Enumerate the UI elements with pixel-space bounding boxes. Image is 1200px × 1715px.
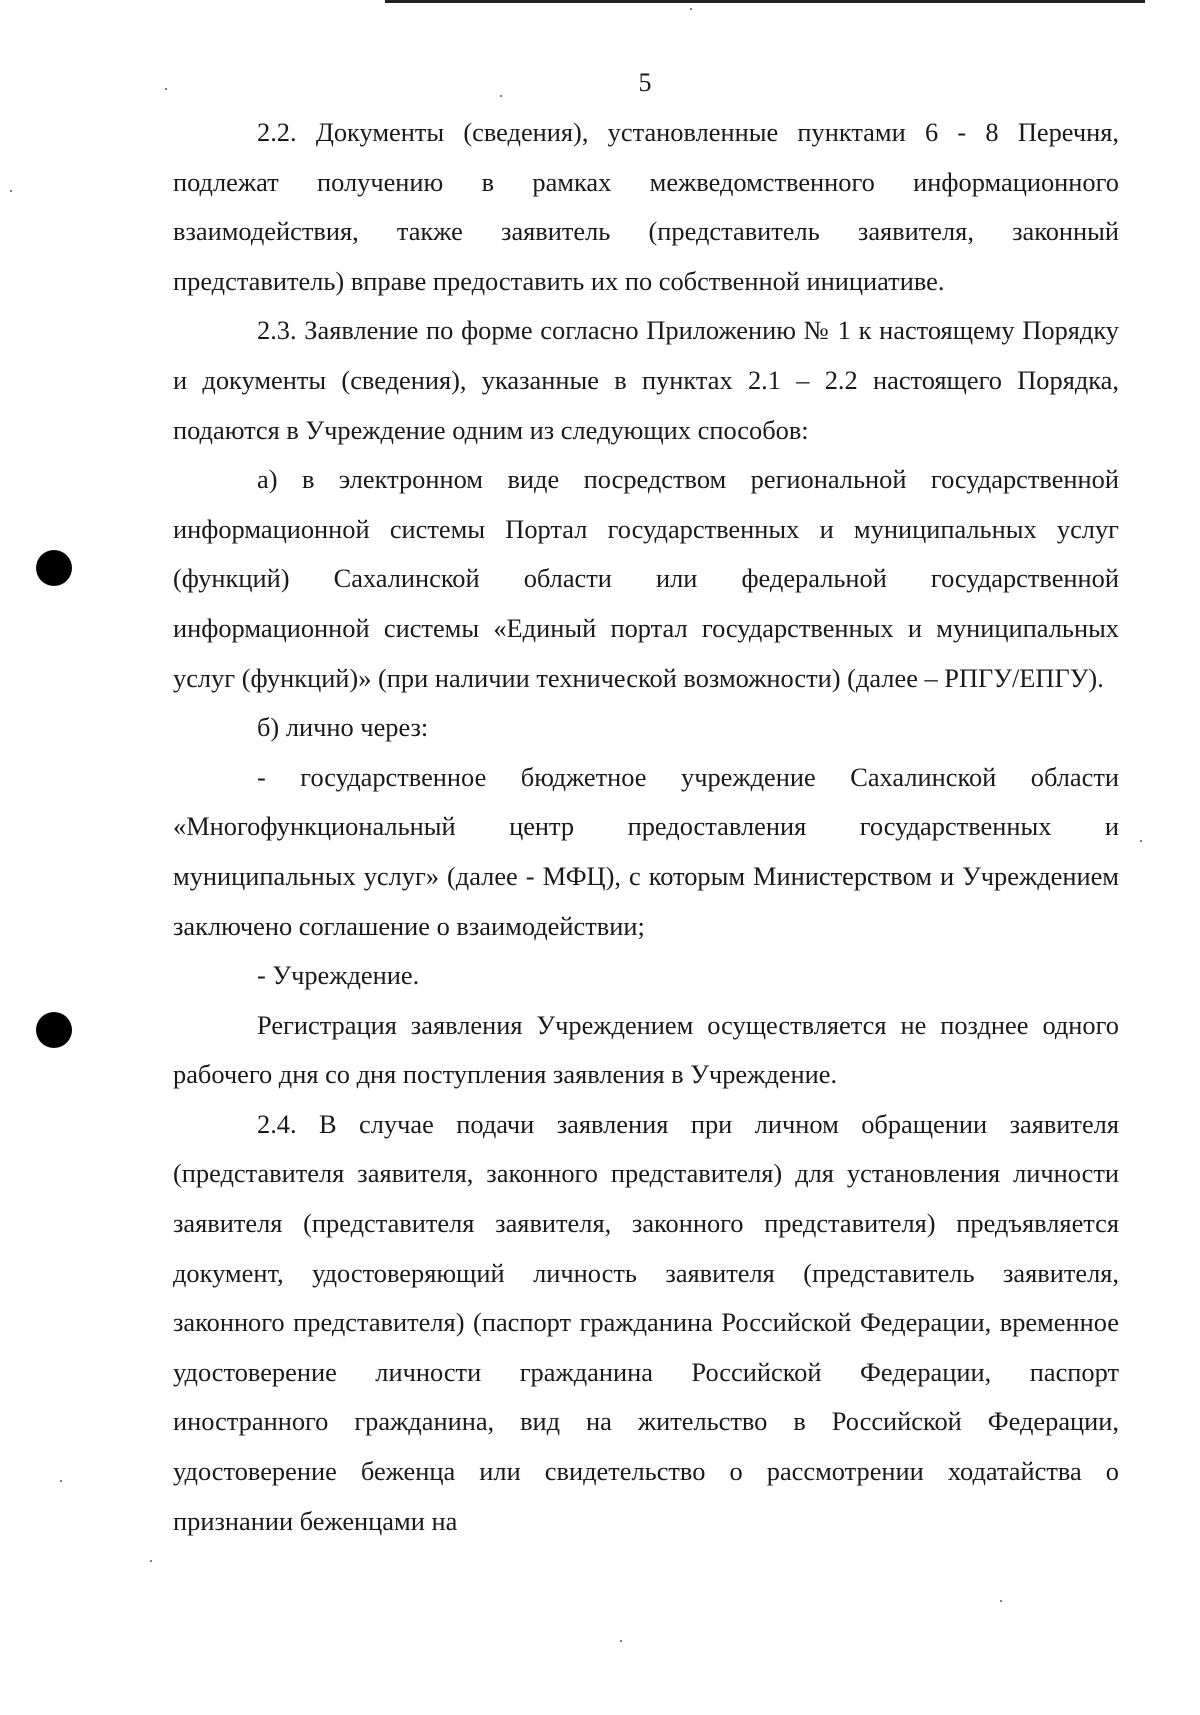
punch-hole-mark (36, 550, 72, 586)
paragraph-2-2: 2.2. Документы (сведения), установленные пунктами 6 - 8 Перечня, подлежат получению в рамках межведомственного информационного взаимодействия, также заявитель (представитель заявителя, законный представитель) вправе предоставить их по собственной инициативе. (173, 117, 1119, 296)
scan-speck (165, 88, 167, 90)
scan-speck (60, 1480, 62, 1482)
paragraph-registration: Регистрация заявления Учреждением осуществляется не позднее одного рабочего дня со дня поступления заявления в Учреждение. (173, 1009, 1119, 1090)
scan-speck (150, 1560, 152, 1562)
scan-speck (1000, 1600, 1002, 1602)
scan-speck (1140, 840, 1142, 842)
scan-speck (500, 95, 502, 97)
paragraph-2-3: 2.3. Заявление по форме согласно Приложению № 1 к настоящему Порядку и документы (сведения), указанные в пунктах 2.1 – 2.2 настоящего Порядка, подаются в Учреждение одним из следующих способов: (173, 315, 1119, 445)
paragraph-option-a: а) в электронном виде посредством региональной государственной информационной системы Портал государственных и муниципальных услуг (функций) Сахалинской области или федеральной государственной информационной системы «Единый портал государственных и муниципальных услуг (функций)» (при наличии технической возможности) (далее – РПГУ/ЕПГУ). (173, 464, 1119, 693)
top-border-line (385, 0, 1145, 3)
paragraph-2-4: 2.4. В случае подачи заявления при личном обращении заявителя (представителя заявителя, законного представителя) для установления личности заявителя (представителя заявителя, законного представителя) предъявляется документ, удостоверяющий личность заявителя (представитель заявителя, законного представителя) (паспорт гражданина Российской Федерации, временное удостоверение личности гражданина Российской Федерации, паспорт иностранного гражданина, вид на жительство в Российской Федерации, удостоверение беженца или свидетельство о рассмотрении ходатайства о признании беженцами на (173, 1108, 1119, 1536)
scan-speck (620, 1640, 622, 1642)
scan-speck (10, 190, 12, 192)
paragraph-institution: - Учреждение. (257, 960, 420, 991)
paragraph-mfc: - государственное бюджетное учреждение Сахалинской области «Многофункциональный центр предоставления государственных и муниципальных услуг» (далее - МФЦ), с которым Министерством и Учреждением заключено соглашение о взаимодействии; (173, 761, 1119, 941)
scan-speck (690, 8, 692, 10)
page-number: 5 (638, 68, 652, 97)
document-body (173, 108, 1119, 1546)
punch-hole-mark (36, 1012, 72, 1048)
paragraph-option-b: б) лично через: (257, 712, 429, 743)
